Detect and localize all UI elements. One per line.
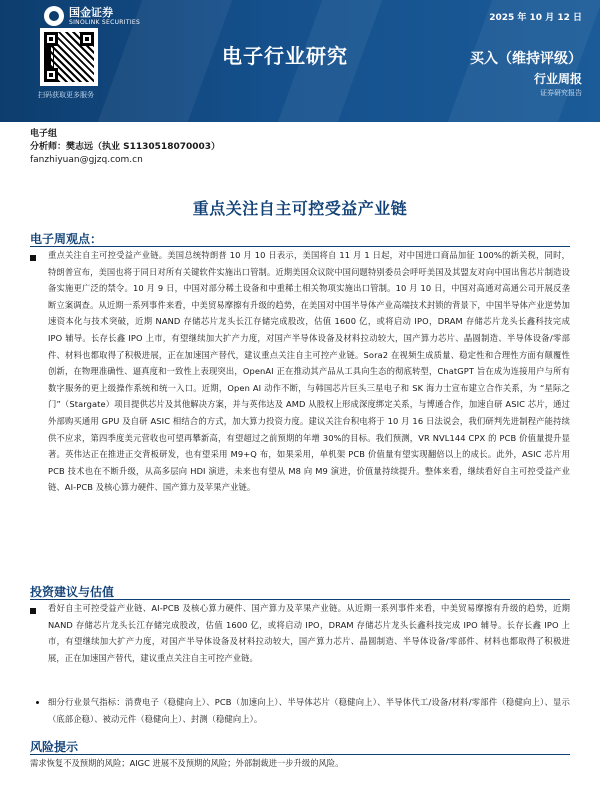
risk-text: 需求恢复不及预期的风险；AIGC 进展不及预期的风险；外部制裁进一步升级的风险。 bbox=[30, 758, 344, 768]
report-category-title: 电子行业研究 bbox=[222, 44, 348, 68]
qr-caption: 扫码获取更多服务 bbox=[38, 91, 94, 99]
section-heading-investment: 投资建议与估值 bbox=[30, 585, 115, 599]
report-type: 行业周报 bbox=[533, 72, 582, 86]
report-subtype: 证券研究报告 bbox=[540, 89, 582, 97]
analyst-email[interactable]: fanzhiyuan@gjzq.com.cn bbox=[30, 155, 143, 165]
weekly-view-body: 美国总统特朗普 10 月 10 日表示，美国将自 11 月 1 日起，对中国进口商品加征 100%的新关税，同时，特朗普宣布，美国也将于同日对所有关键软件实施出口管制。近期美国众议院中国问题特别委员会呼吁美国及其盟友对向中国出售芯片制造设备实施更广泛的禁令。10 月 9 日，中国对部分稀土设备和中重稀土相关物项实施出口管制。10 月 10 日，中国对高通对高通公司开展反垄断立案调查。从近期一系列事件来看，中美贸易摩擦有升级的趋势，在美国对中国半导体产业高端技术封锁的背景下，中国半导体产业逆势加速资本化与技术突破，近期 NAND 存储芯片龙头长江存储完成股改，估值 1600 亿，或将启动 IPO，DRAM 存储芯片龙头长鑫科技完成 IPO 辅导。长存长鑫 IPO 上市，有望继续加大扩产力度，对国产半导体设备及材料拉动较大，国产算力芯片、晶圆制造、半导体设备/零部件、材料也都取得了积极进展，正在加速国产替代，建议重点关注自主可控产业链。Sora2 在视频生成质量、稳定性和合理性方面有颠覆性创新，在物理准确性、逼真度和一致性上表现突出，OpenAI 正在推动其产品从工具向生态的彻底转型，ChatGPT 旨在成为连接用户与所有数字服务的更上级操作系统和统一入口。近期，Open AI 动作不断，与韩国芯片巨头三星电子和 SK 海力士宣布建立合作关系，为 “星际之门”（Stargate）项目提供芯片及其他解决方案，并与英伟达及 AMD 从股权上形成深度绑定关系，与博通合作，加速自研 ASIC 芯片，通过外部购买通用 GPU 及自研 ASIC 相结合的方式，加大算力投资力度。建议关注台积电将于 10 月 16 日法说会，我们研判先进制程产能持续供不应求，第四季度美元营收也可望再攀新高，有望超过之前预期的年增 30%的目标。我们预测，VR NVL144 CPX 的 PCB 价值量提升显著。英伟达正在推进正交背板研发，也有望采用 M9+Q 布，如果采用，单机架 PCB 价值量有望实现翻倍以上的成长。此外，ASIC 芯片用 PCB 技术也在不断升级，从高多层向 HDI 演进，未来也有望从 M8 向 M9 演进，价值量持续提升。整体来看，继续看好自主可控受益产业链、AI-PCB 及核心算力硬件、国产算力及苹果产业链。 bbox=[48, 250, 570, 493]
brand-name-en: SINOLINK SECURITIES bbox=[69, 18, 141, 26]
sinolink-logo-icon bbox=[44, 6, 64, 26]
investment-paragraph bbox=[48, 600, 570, 666]
industry-indicator-bullet: 细分行业景气指标：消费电子（稳健向上）、PCB（加速向上）、半导体芯片（稳健向上）、半导体代工/设备/材料/零部件（稳健向上）、显示（底部企稳）、被动元件（稳健向上）、封测（稳健向上）。 bbox=[48, 697, 570, 724]
investment-body: 从近期一系列事件来看，中美贸易摩擦有升级的趋势，近期 NAND 存储芯片龙头长江存储完成股改，估值 1600 亿，或将启动 IPO，DRAM 存储芯片龙头长鑫科技完成 IPO 辅导。长存长鑫 IPO 上市，有望继续加大扩产力度，对国产半导体设备及材料拉动较大，国产算力芯片、晶圆制造、半导体设备/零部件、材料也都取得了积极进展，正在加速国产替代，建议重点关注自主可控产业链。 bbox=[48, 603, 571, 663]
weekly-view-lead: 重点关注自主可控受益产业链。 bbox=[48, 250, 168, 260]
brand-name-cn: 国金证券 bbox=[69, 5, 113, 19]
bullet-square-icon bbox=[30, 255, 36, 261]
rating-badge: 买入（维持评级） bbox=[470, 51, 582, 67]
brand bbox=[44, 6, 140, 26]
section-divider bbox=[30, 754, 570, 755]
section-heading-weekly-view: 电子周观点： bbox=[30, 232, 103, 246]
analyst-info bbox=[30, 128, 220, 167]
document-title: 重点关注自主可控受益产业链 bbox=[192, 199, 408, 218]
bullet-dot-icon bbox=[36, 701, 39, 704]
weekly-view-paragraph bbox=[48, 247, 570, 496]
investment-lead: 看好自主可控受益产业链、AI-PCB 及核心算力硬件、国产算力及苹果产业链。 bbox=[48, 603, 347, 613]
report-date: 2025 年 10 月 12 日 bbox=[489, 13, 582, 23]
analyst-name: 分析师：樊志远（执业 S1130518070003） bbox=[30, 142, 221, 152]
section-heading-risk: 风险提示 bbox=[30, 740, 79, 754]
qr-code-icon[interactable] bbox=[40, 28, 98, 86]
report-header-band bbox=[0, 0, 600, 122]
bullet-square-icon bbox=[30, 608, 36, 614]
team-name: 电子组 bbox=[30, 129, 58, 139]
